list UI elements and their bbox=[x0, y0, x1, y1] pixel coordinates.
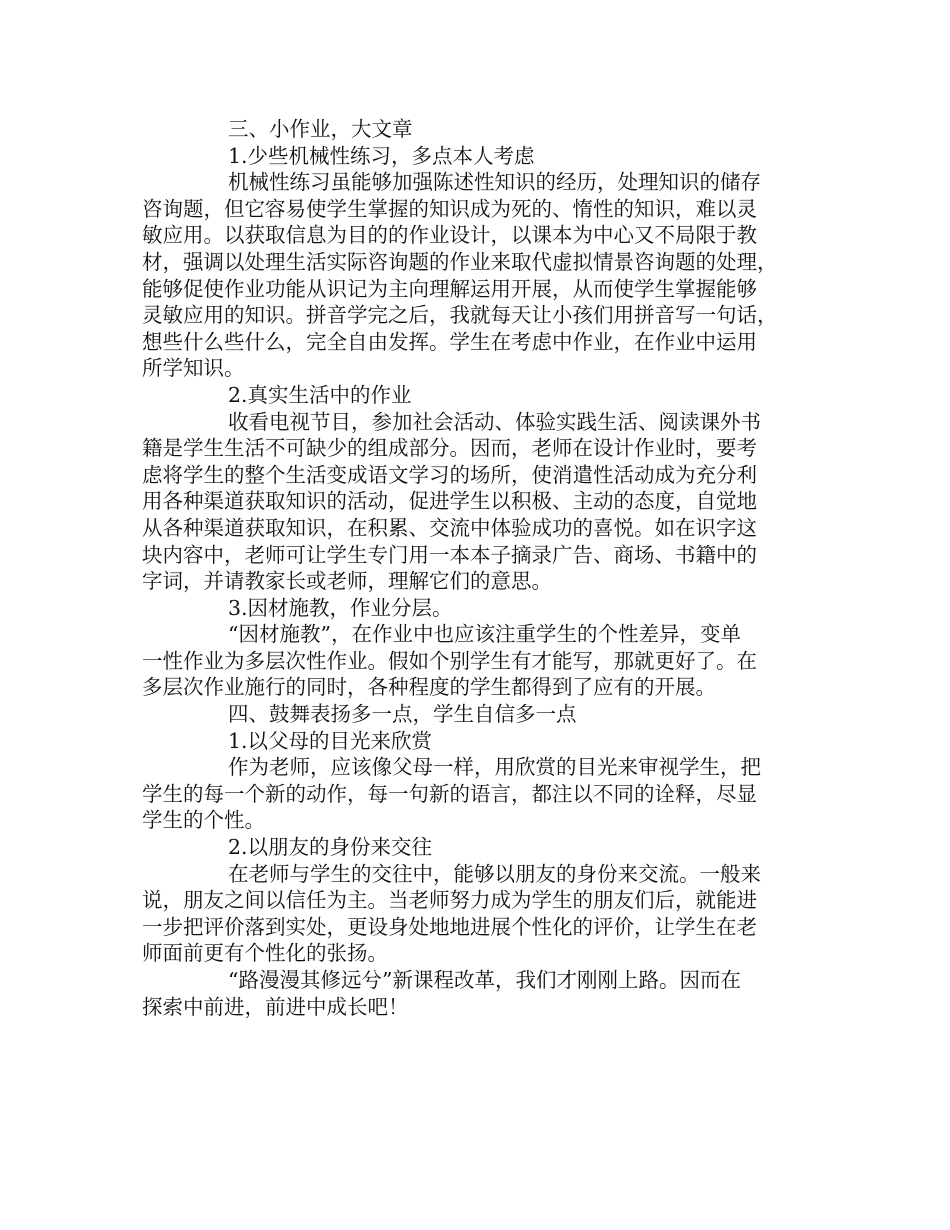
section-heading-3: 三、小作业，大文章 bbox=[228, 117, 413, 141]
paragraph-line: 一性作业为多层次性作业。假如个别学生有才能写，那就更好了。在 bbox=[142, 648, 757, 673]
section-heading-4: 四、鼓舞表扬多一点，学生自信多一点 bbox=[228, 702, 577, 727]
paragraph-line: “因材施教”，在作业中也应该注重学生的个性差异，变单 bbox=[228, 622, 741, 647]
paragraph-line: 块内容中，老师可让学生专门用一本本子摘录广告、商场、书籍中的 bbox=[142, 542, 757, 567]
paragraph-line: 灵敏应用的知识。拼音学完之后，我就每天让小孩们用拼音写一句话， bbox=[142, 303, 778, 328]
paragraph-line: 虑将学生的整个生活变成语文学习的场所，使消遣性活动成为充分利 bbox=[142, 462, 757, 487]
paragraph-line: 多层次作业施行的同时，各种程度的学生都得到了应有的开展。 bbox=[142, 675, 716, 700]
subheading-4-2: 2.以朋友的身份来交往 bbox=[228, 835, 433, 860]
subheading-3-3: 3.因材施教，作业分层。 bbox=[228, 595, 453, 620]
paragraph-line: 机械性练习虽能够加强陈述性知识的经历，处理知识的储存 bbox=[228, 170, 761, 195]
paragraph-line: 师面前更有个性化的张扬。 bbox=[142, 941, 388, 966]
paragraph-line: 籍是学生生活不可缺少的组成部分。因而，老师在设计作业时，要考 bbox=[142, 436, 757, 461]
paragraph-line: 作为老师，应该像父母一样，用欣赏的目光来审视学生，把 bbox=[228, 755, 761, 780]
paragraph-line: 说，朋友之间以信任为主。当老师努力成为学生的朋友们后，就能进 bbox=[142, 888, 757, 913]
paragraph-line: 能够促使作业功能从识记为主向理解运用开展，从而使学生掌握能够 bbox=[142, 276, 757, 301]
subheading-3-1: 1.少些机械性练习，多点本人考虑 bbox=[228, 143, 535, 168]
subheading-4-1: 1.以父母的目光来欣赏 bbox=[228, 728, 433, 753]
paragraph-line: 收看电视节目，参加社会活动、体验实践生活、阅读课外书 bbox=[228, 409, 761, 434]
closing-line: 探索中前进，前进中成长吧！ bbox=[142, 994, 409, 1019]
paragraph-line: 学生的个性。 bbox=[142, 808, 265, 833]
paragraph-line: 字词，并请教家长或老师，理解它们的意思。 bbox=[142, 569, 552, 594]
paragraph-line: 咨询题，但它容易使学生掌握的知识成为死的、惰性的知识，难以灵 bbox=[142, 196, 757, 221]
paragraph-line: 所学知识。 bbox=[142, 356, 245, 381]
document-body bbox=[142, 116, 822, 1020]
paragraph-line: 从各种渠道获取知识，在积累、交流中体验成功的喜悦。如在识字这 bbox=[142, 515, 757, 540]
closing-line: “路漫漫其修远兮”新课程改革，我们才刚刚上路。因而在 bbox=[228, 968, 741, 992]
paragraph-line: 学生的每一个新的动作，每一句新的语言，都注以不同的诠释，尽显 bbox=[142, 781, 757, 806]
paragraph-line: 用各种渠道获取知识的活动，促进学生以积极、主动的态度，自觉地 bbox=[142, 489, 757, 514]
paragraph-line: 一步把评价落到实处，更设身处地地进展个性化的评价，让学生在老 bbox=[142, 914, 757, 939]
paragraph-line: 在老师与学生的交往中，能够以朋友的身份来交流。一般来 bbox=[228, 861, 761, 886]
subheading-3-2: 2.真实生活中的作业 bbox=[228, 382, 412, 407]
paragraph-line: 敏应用。以获取信息为目的的作业设计，以课本为中心又不局限于教 bbox=[142, 223, 757, 248]
paragraph-line: 想些什么些什么，完全自由发挥。学生在考虑中作业，在作业中运用 bbox=[142, 329, 757, 354]
paragraph-line: 材，强调以处理生活实际咨询题的作业来取代虚拟情景咨询题的处理， bbox=[142, 249, 778, 274]
